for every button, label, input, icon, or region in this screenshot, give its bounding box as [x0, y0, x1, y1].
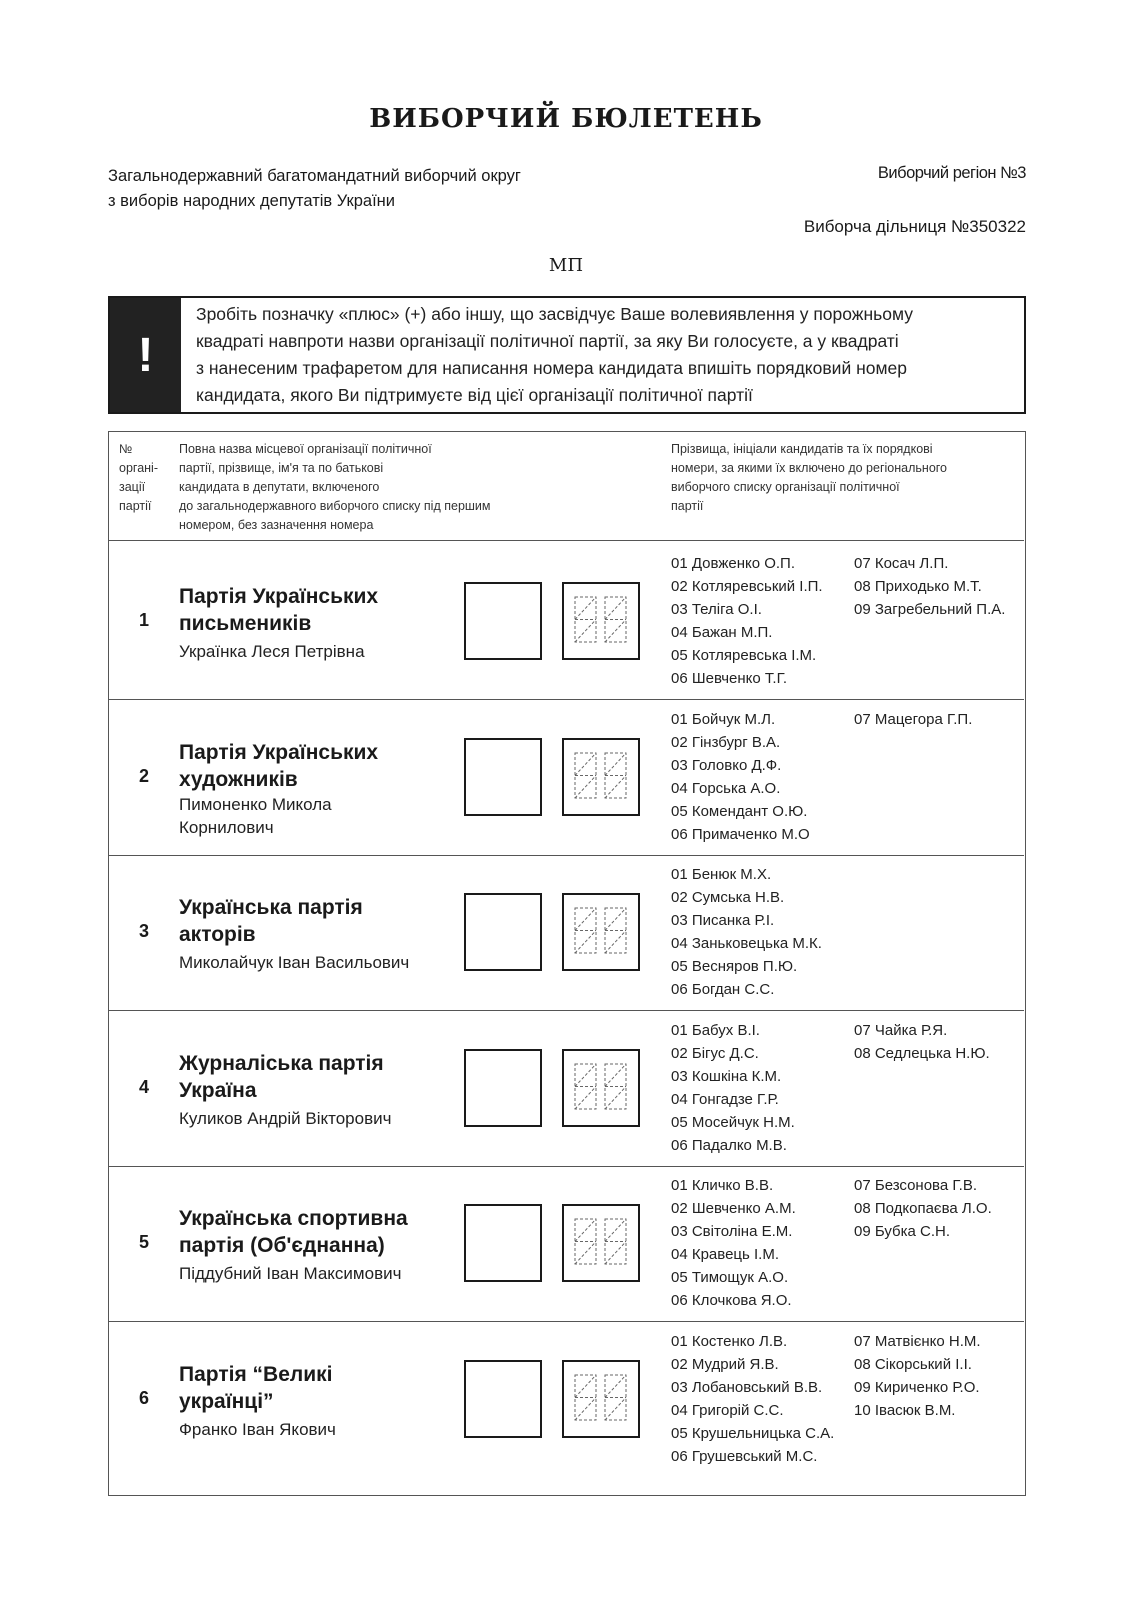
candidate-number-field[interactable]	[562, 582, 640, 660]
candidate-item: 01 Бойчук М.Л.	[671, 710, 776, 728]
candidate-item: 04 Заньковецька М.К.	[671, 935, 822, 953]
header-text: Прізвища, ініціали кандидатів та їх порядкові	[671, 442, 933, 456]
instruction-text	[181, 298, 1024, 412]
candidate-item: 01 Бабух В.І.	[671, 1021, 760, 1039]
candidate-item: 03 Головко Д.Ф.	[671, 756, 782, 774]
party-number: 2	[138, 765, 149, 786]
party-row	[109, 541, 1024, 700]
candidate-number-field[interactable]	[562, 893, 640, 971]
ballot-title: ВИБОРЧИЙ БЮЛЕТЕНЬ	[369, 104, 763, 134]
party-leader-line-2: Корнилович	[179, 817, 274, 837]
party-number: 3	[138, 921, 149, 942]
candidate-item: 05 Весняров П.Ю.	[671, 958, 798, 976]
header-text: номером, без зазначення номера	[179, 518, 374, 532]
header-candidates	[671, 440, 991, 516]
candidate-item: 03 Писанка Р.І.	[671, 912, 775, 930]
candidate-list-col-1	[671, 1330, 834, 1468]
candidate-item: 04 Бажан М.П.	[671, 624, 773, 641]
header-text: партії, прізвище, ім'я та по батькові	[179, 461, 384, 475]
vote-checkbox[interactable]	[464, 1204, 542, 1282]
candidate-list-col-2	[854, 708, 972, 731]
candidate-list-col-2	[854, 1330, 981, 1422]
district-info	[108, 164, 521, 214]
party-leader-line-1: Пимоненко Микола	[179, 794, 332, 814]
candidate-item: 08 Сікорський І.І.	[854, 1356, 972, 1373]
party-leader	[179, 1107, 449, 1130]
candidate-number-field[interactable]	[562, 738, 640, 816]
candidate-item: 02 Мудрий Я.В.	[671, 1356, 779, 1373]
instruction-line-4: кандидата, якого Ви підтримуєте від цієї організації політичної партії	[196, 385, 753, 405]
party-name-line-1: Партія Українських	[179, 740, 379, 764]
header-text: партії	[671, 499, 704, 513]
candidate-number-field[interactable]	[562, 1360, 640, 1438]
vote-checkbox[interactable]	[464, 738, 542, 816]
candidate-list-col-1	[671, 863, 822, 1001]
header-text: партії	[119, 499, 152, 513]
party-number: 5	[138, 1232, 149, 1253]
candidate-item: 06 Клочкова Я.О.	[671, 1292, 792, 1310]
party-row	[109, 852, 1024, 1011]
party-name-line-2: акторів	[179, 923, 256, 947]
candidate-item: 07 Чайка Р.Я.	[854, 1021, 948, 1039]
candidate-item: 05 Мосейчук Н.М.	[671, 1113, 795, 1131]
exclamation-icon: !	[110, 298, 181, 412]
party-leader-line-1: Миколайчук Іван Васильович	[179, 953, 410, 973]
party-name-line-2: письмеників	[179, 612, 312, 635]
party-number: 6	[138, 1388, 149, 1408]
candidate-item: 02 Бігус Д.С.	[671, 1044, 759, 1062]
candidate-item: 06 Богдан С.С.	[671, 981, 775, 999]
candidate-item: 04 Гонгадзе Г.Р.	[671, 1090, 779, 1108]
party-leader	[179, 1262, 449, 1285]
instruction-line-2: квадраті навпроти назви організації політичної партії, за яку Ви голосуєте, а у квадраті	[196, 331, 899, 351]
party-number: 4	[138, 1076, 149, 1097]
header-text: виборчого списку організації політичної	[671, 480, 900, 494]
candidate-number-field[interactable]	[562, 1204, 640, 1282]
party-leader	[179, 793, 449, 839]
party-leader-line-1: Франко Іван Якович	[179, 1420, 336, 1439]
candidate-item: 09 Кириченко Р.О.	[854, 1379, 980, 1396]
header-party-number	[119, 440, 169, 516]
candidate-item: 05 Тимощук А.О.	[671, 1269, 789, 1287]
party-leader-line-1: Піддубний Іван Максимович	[179, 1264, 402, 1284]
candidate-item: 08 Подкопаєва Л.О.	[854, 1200, 992, 1218]
party-row	[109, 1008, 1024, 1167]
candidate-item: 05 Комендант О.Ю.	[671, 802, 808, 820]
instruction-line-3: з нанесеним трафаретом для написання номера кандидата впишіть порядковий номер	[196, 358, 907, 378]
candidate-list-col-2	[854, 552, 1005, 621]
candidate-item: 06 Шевченко Т.Г.	[671, 670, 788, 687]
party-name-line-2: художників	[179, 767, 298, 791]
polling-station: Виборча дільниця №350322	[803, 217, 1026, 236]
header-text: №	[119, 442, 133, 456]
party-name-line-1: Партія “Великі	[179, 1363, 333, 1386]
vote-checkbox[interactable]	[464, 893, 542, 971]
candidate-item: 06 Примаченко М.О	[671, 825, 810, 843]
stamp-place: МП	[548, 255, 584, 276]
party-name-line-1: Українська партія	[179, 896, 363, 920]
candidate-item: 05 Крушельницька С.А.	[671, 1425, 835, 1442]
party-name	[179, 583, 469, 637]
party-number: 1	[138, 610, 149, 630]
candidate-item: 09 Бубка С.Н.	[854, 1223, 951, 1241]
candidate-item: 07 Матвієнко Н.М.	[854, 1333, 981, 1350]
party-name-line-2: партія (Об'єднанна)	[179, 1234, 385, 1258]
party-row	[109, 1163, 1024, 1322]
party-name	[179, 1205, 469, 1259]
candidate-item: 03 Світоліна Е.М.	[671, 1223, 793, 1241]
party-name	[179, 1050, 469, 1104]
instruction-box	[108, 296, 1026, 414]
candidate-item: 02 Гінзбург В.А.	[671, 733, 781, 751]
header-text: Повна назва місцевої організації політичної	[179, 442, 432, 456]
candidate-item: 03 Кошкіна К.М.	[671, 1067, 782, 1085]
candidate-item: 09 Загребельний П.А.	[854, 601, 1006, 618]
candidate-list-col-2	[854, 1019, 990, 1065]
party-leader-line-1: Куликов Андрій Вікторович	[179, 1108, 392, 1128]
candidate-list-col-2	[854, 1174, 992, 1243]
candidate-item: 08 Седлецька Н.Ю.	[854, 1044, 990, 1062]
candidate-item: 10 Івасюк В.М.	[854, 1402, 956, 1419]
candidate-list-col-1	[671, 552, 823, 690]
candidate-list-col-1	[671, 1019, 795, 1157]
candidate-item: 01 Бенюк М.Х.	[671, 866, 772, 884]
candidate-item: 04 Кравець І.М.	[671, 1246, 779, 1264]
candidate-list-col-1	[671, 1174, 796, 1312]
candidate-item: 06 Грушевський М.С.	[671, 1448, 818, 1465]
candidate-item: 07 Безсонова Г.В.	[854, 1177, 977, 1195]
candidate-item: 04 Григорій С.С.	[671, 1402, 784, 1419]
candidate-item: 01 Довженко О.П.	[671, 555, 796, 572]
header-text: зації	[119, 480, 146, 494]
party-name	[179, 739, 469, 793]
electoral-region: Виборчий регіон №3	[877, 164, 1026, 182]
vote-checkbox[interactable]	[464, 1049, 542, 1127]
instruction-line-1: Зробіть позначку «плюс» (+) або іншу, що засвідчує Ваше волевиявлення у порожньому	[196, 304, 913, 324]
party-leader	[179, 1418, 449, 1441]
header-party-name	[179, 440, 549, 535]
candidate-item: 01 Костенко Л.В.	[671, 1333, 788, 1350]
party-name	[179, 894, 469, 948]
party-leader-line-1: Українка Леся Петрівна	[179, 642, 365, 661]
candidate-item: 03 Лобановський В.В.	[671, 1379, 823, 1396]
party-row	[109, 1319, 1024, 1478]
party-name-line-1: Журналіська партія	[179, 1051, 384, 1075]
candidate-item: 05 Котляревська І.М.	[671, 647, 817, 664]
header-text: номери, за якими їх включено до регіонального	[671, 461, 948, 475]
header-text: до загальнодержавного виборчого списку під першим	[179, 499, 491, 513]
district-line-2: з виборів народних депутатів України	[108, 192, 395, 210]
candidate-item: 02 Шевченко А.М.	[671, 1200, 796, 1218]
header-text: органі-	[119, 461, 158, 475]
candidate-number-field[interactable]	[562, 1049, 640, 1127]
candidate-item: 01 Кличко В.В.	[671, 1177, 774, 1195]
vote-checkbox[interactable]	[464, 582, 542, 660]
party-name-line-2: українці”	[179, 1390, 274, 1413]
party-leader	[179, 640, 449, 663]
district-line-1: Загальнодержавний багатомандатний виборчий округ	[108, 167, 521, 185]
candidate-item: 02 Котляревський І.П.	[671, 578, 823, 595]
candidate-item: 04 Горська А.О.	[671, 779, 781, 797]
candidate-item: 02 Сумська Н.В.	[671, 889, 785, 907]
vote-checkbox[interactable]	[464, 1360, 542, 1438]
candidate-item: 03 Теліга О.І.	[671, 601, 762, 618]
party-name	[179, 1361, 469, 1415]
candidate-item: 08 Приходько М.Т.	[854, 578, 982, 595]
party-name-line-2: Україна	[179, 1078, 257, 1102]
candidate-item: 06 Падалко М.В.	[671, 1136, 787, 1154]
party-name-line-1: Партія Українських	[179, 585, 379, 608]
candidate-list-col-1	[671, 708, 810, 846]
candidate-item: 07 Косач Л.П.	[854, 555, 949, 572]
party-leader	[179, 951, 449, 974]
party-name-line-1: Українська спортивна	[179, 1207, 408, 1231]
table-header	[109, 432, 1024, 541]
header-text: кандидата в депутати, включеного	[179, 480, 380, 494]
candidate-item: 07 Мацегора Г.П.	[854, 710, 973, 728]
party-row	[109, 697, 1024, 856]
ballot-table	[108, 431, 1026, 1496]
